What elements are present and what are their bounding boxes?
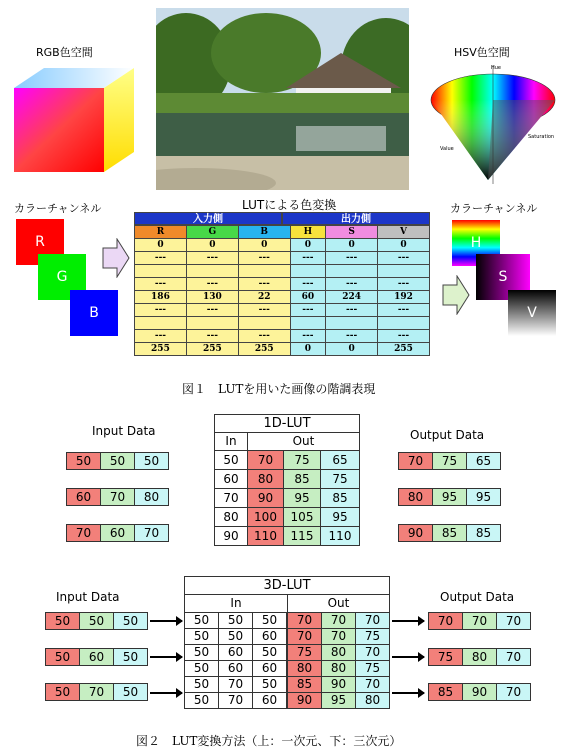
- input-side-header: 入力側: [134, 212, 282, 225]
- fig3-lut-cell: 70: [218, 676, 253, 693]
- fig3-input-cell: 50: [45, 612, 80, 630]
- col-header-g: G: [186, 226, 238, 239]
- col-header-v: V: [378, 226, 430, 239]
- lut-cell: ---: [378, 304, 430, 317]
- lut-cell: ---: [186, 252, 238, 265]
- fig3-lut-cell: 50: [252, 676, 287, 693]
- fig3-lut-cell: 80: [321, 644, 356, 661]
- lut-row: [135, 265, 430, 278]
- fig3-lut-cell: 70: [287, 628, 322, 645]
- fig2-output-cell: 70: [398, 452, 433, 470]
- fig3-output-arrow-icon: [392, 692, 424, 694]
- fig2-output-cell: 90: [398, 524, 433, 542]
- fig3-lut-cell: 50: [184, 676, 219, 693]
- input-arrow-icon: [102, 238, 130, 278]
- fig3-lut-cell: 80: [287, 660, 322, 677]
- fig2-input-cell: 70: [100, 488, 135, 506]
- lut-cell: ---: [378, 252, 430, 265]
- lut-cell: [326, 265, 378, 278]
- lut-cell: ---: [135, 330, 187, 343]
- fig2-lut-cell: 85: [283, 469, 321, 489]
- channel-h-square: H: [452, 220, 500, 266]
- lut-cell: ---: [135, 252, 187, 265]
- fig3-lut-cell: 80: [355, 692, 390, 709]
- lut-cell: 186: [135, 291, 187, 304]
- fig2-lut-cell: 95: [320, 507, 360, 527]
- lut-cell: ---: [186, 330, 238, 343]
- hue-axis-label: Hue: [491, 65, 502, 71]
- col-header-r: R: [135, 226, 187, 239]
- lut-cell: ---: [186, 278, 238, 291]
- lut-cell: ---: [186, 304, 238, 317]
- fig3-lut-title: 3D-LUT: [184, 576, 390, 595]
- fig2-input-cell: 50: [66, 452, 101, 470]
- lut-cell: ---: [378, 330, 430, 343]
- lut-cell: [135, 265, 187, 278]
- fig2-out-header: Out: [247, 432, 360, 451]
- fig3-input-cell: 70: [79, 683, 114, 701]
- lut-cell: 0: [378, 239, 430, 252]
- lut-cell: 255: [135, 343, 187, 356]
- lut-cell: [238, 265, 290, 278]
- landscape-photo: [156, 8, 409, 190]
- output-arrow-icon: [442, 275, 470, 315]
- fig3-output-cell: 70: [462, 612, 497, 630]
- lut-cell: 22: [238, 291, 290, 304]
- fig3-lut-cell: 75: [287, 644, 322, 661]
- fig3-lut-cell: 60: [252, 692, 287, 709]
- fig2-input-cell: 70: [134, 524, 169, 542]
- fig2-output-cell: 75: [432, 452, 467, 470]
- lut-cell: 255: [186, 343, 238, 356]
- channel-g-square: G: [38, 254, 86, 300]
- value-axis-label: Value: [440, 146, 454, 152]
- lut-cell: ---: [135, 278, 187, 291]
- fig3-lut-cell: 90: [321, 676, 356, 693]
- fig3-output-cell: 70: [496, 648, 531, 666]
- fig3-lut-cell: 50: [218, 628, 253, 645]
- lut-cell: ---: [326, 304, 378, 317]
- lut-cell: ---: [290, 304, 325, 317]
- lut-cell: 0: [135, 239, 187, 252]
- lut-cell: [238, 317, 290, 330]
- fig3-output-arrow-icon: [392, 620, 424, 622]
- fig2-lut-cell: 70: [214, 488, 248, 508]
- fig3-lut-cell: 75: [355, 628, 390, 645]
- hsv-space-label: HSV色空間: [454, 46, 510, 59]
- lut-row: [135, 278, 430, 291]
- fig3-input-arrow-icon: [150, 620, 182, 622]
- fig3-lut-cell: 70: [287, 612, 322, 629]
- lut-cell: [378, 265, 430, 278]
- fig3-lut-cell: 50: [252, 644, 287, 661]
- fig2-input-cell: 80: [134, 488, 169, 506]
- fig3-lut-cell: 70: [218, 692, 253, 709]
- fig3-lut-cell: 85: [287, 676, 322, 693]
- fig3-input-cell: 50: [113, 648, 148, 666]
- fig2-lut-cell: 85: [320, 488, 360, 508]
- lut-cell: [378, 317, 430, 330]
- fig3-output-cell: 75: [428, 648, 463, 666]
- fig2-output-cell: 80: [398, 488, 433, 506]
- lut-cell: 130: [186, 291, 238, 304]
- lut-row: [135, 317, 430, 330]
- lut-row: [135, 291, 430, 304]
- lut-cell: 0: [186, 239, 238, 252]
- lut-cell: 192: [378, 291, 430, 304]
- channel-r-square: R: [16, 219, 64, 265]
- fig3-input-cell: 50: [79, 612, 114, 630]
- lut-cell: ---: [290, 252, 325, 265]
- fig3-input-arrow-icon: [150, 692, 182, 694]
- fig2-lut-cell: 80: [247, 469, 284, 489]
- fig3-lut-cell: 50: [184, 628, 219, 645]
- rgb-space-label: RGB色空間: [36, 46, 93, 59]
- fig2-lut-cell: 105: [283, 507, 321, 527]
- fig3-lut-cell: 70: [355, 644, 390, 661]
- lut-cell: ---: [238, 278, 290, 291]
- lut-cell: 255: [238, 343, 290, 356]
- fig3-out-header: Out: [287, 594, 390, 613]
- lut-cell: [186, 317, 238, 330]
- fig3-input-cell: 60: [79, 648, 114, 666]
- lut-row: [135, 330, 430, 343]
- fig3-output-cell: 80: [462, 648, 497, 666]
- saturation-axis-label: Saturation: [528, 134, 555, 140]
- fig3-output-cell: 85: [428, 683, 463, 701]
- col-header-s: S: [326, 226, 378, 239]
- fig2-lut-title: 1D-LUT: [214, 414, 360, 433]
- lut-table-fig1: [134, 212, 430, 356]
- fig3-input-cell: 50: [113, 612, 148, 630]
- fig3-lut-cell: 70: [355, 612, 390, 629]
- lut-cell: 0: [326, 343, 378, 356]
- fig3-output-cell: 70: [428, 612, 463, 630]
- lut-cell: [290, 317, 325, 330]
- fig3-input-cell: 50: [45, 648, 80, 666]
- fig2-input-cell: 60: [100, 524, 135, 542]
- fig2-lut-cell: 95: [283, 488, 321, 508]
- fig2-lut-cell: 115: [283, 526, 321, 546]
- fig2-lut-cell: 75: [320, 469, 360, 489]
- lut-cell: [186, 265, 238, 278]
- fig3-lut-cell: 50: [184, 692, 219, 709]
- lut-cell: 0: [238, 239, 290, 252]
- fig2-in-header: In: [214, 432, 248, 451]
- lut-cell: ---: [378, 278, 430, 291]
- fig3-lut-cell: 60: [252, 660, 287, 677]
- fig2-output-label: Output Data: [410, 428, 485, 442]
- lut-cell: [135, 317, 187, 330]
- fig3-lut-cell: 50: [184, 612, 219, 629]
- fig3-in-header: In: [184, 594, 288, 613]
- fig3-input-arrow-icon: [150, 656, 182, 658]
- lut-cell: 0: [290, 343, 325, 356]
- fig2-lut-cell: 110: [247, 526, 284, 546]
- fig2-output-cell: 85: [466, 524, 501, 542]
- fig3-input-label: Input Data: [56, 590, 120, 604]
- fig2-lut-cell: 70: [247, 450, 284, 470]
- hsv-cone-image: [428, 60, 558, 188]
- left-channel-label: カラーチャンネル: [14, 202, 102, 215]
- col-header-b: B: [238, 226, 290, 239]
- lut-cell: 0: [326, 239, 378, 252]
- fig3-lut-cell: 50: [218, 612, 253, 629]
- channel-s-square: S: [476, 254, 530, 300]
- fig3-lut-cell: 60: [252, 628, 287, 645]
- fig3-input-cell: 50: [45, 683, 80, 701]
- lut-cell: ---: [238, 330, 290, 343]
- fig3-lut-cell: 90: [287, 692, 322, 709]
- lut-grid: [134, 225, 430, 356]
- fig3-lut-cell: 80: [321, 660, 356, 677]
- fig3-output-cell: 70: [496, 612, 531, 630]
- fig3-output-arrow-icon: [392, 656, 424, 658]
- fig2-lut-cell: 65: [320, 450, 360, 470]
- fig3-lut-cell: 70: [321, 628, 356, 645]
- fig3-lut-cell: 50: [184, 644, 219, 661]
- fig2-lut-cell: 75: [283, 450, 321, 470]
- lut-cell: 0: [290, 239, 325, 252]
- fig2-lut-cell: 90: [214, 526, 248, 546]
- fig2-input-cell: 50: [134, 452, 169, 470]
- fig3-lut-cell: 50: [184, 660, 219, 677]
- fig3-lut-cell: 75: [355, 660, 390, 677]
- rgb-cube-image: [14, 66, 136, 174]
- fig3-lut-cell: 60: [218, 660, 253, 677]
- fig3-output-label: Output Data: [440, 590, 515, 604]
- fig3-output-cell: 90: [462, 683, 497, 701]
- fig3-lut-cell: 70: [355, 676, 390, 693]
- lut-row: [135, 343, 430, 356]
- fig2-lut-cell: 80: [214, 507, 248, 527]
- fig2-lut-cell: 60: [214, 469, 248, 489]
- fig3-lut-cell: 60: [218, 644, 253, 661]
- fig2-lut-cell: 110: [320, 526, 360, 546]
- lut-row: [135, 304, 430, 317]
- lut-cell: [326, 317, 378, 330]
- lut-cell: ---: [135, 304, 187, 317]
- lut-cell: 255: [378, 343, 430, 356]
- fig3-input-cell: 50: [113, 683, 148, 701]
- lut-cell: ---: [326, 330, 378, 343]
- fig2-lut-cell: 90: [247, 488, 284, 508]
- fig3-lut-cell: 50: [252, 612, 287, 629]
- fig2-input-cell: 70: [66, 524, 101, 542]
- lut-title: LUTによる色変換: [242, 198, 337, 212]
- figure2-caption: 図２ LUT変換方法（上：一次元、下：三次元）: [136, 734, 402, 748]
- fig2-input-cell: 50: [100, 452, 135, 470]
- lut-row: [135, 252, 430, 265]
- fig3-lut-cell: 70: [321, 612, 356, 629]
- lut-cell: 224: [326, 291, 378, 304]
- fig2-output-cell: 85: [432, 524, 467, 542]
- fig2-output-cell: 95: [432, 488, 467, 506]
- fig2-lut-cell: 100: [247, 507, 284, 527]
- lut-cell: [290, 265, 325, 278]
- fig3-output-cell: 70: [496, 683, 531, 701]
- lut-cell: ---: [290, 278, 325, 291]
- channel-v-square: V: [508, 290, 556, 336]
- fig2-output-cell: 95: [466, 488, 501, 506]
- right-channel-label: カラーチャンネル: [450, 202, 538, 215]
- lut-cell: 60: [290, 291, 325, 304]
- fig2-input-cell: 60: [66, 488, 101, 506]
- fig2-lut-cell: 50: [214, 450, 248, 470]
- lut-cell: ---: [326, 252, 378, 265]
- fig2-input-label: Input Data: [92, 424, 156, 438]
- col-header-h: H: [290, 226, 325, 239]
- channel-b-square: B: [70, 290, 118, 336]
- fig2-output-cell: 65: [466, 452, 501, 470]
- lut-cell: ---: [238, 304, 290, 317]
- lut-cell: ---: [326, 278, 378, 291]
- lut-cell: ---: [290, 330, 325, 343]
- fig3-lut-cell: 95: [321, 692, 356, 709]
- lut-row: [135, 239, 430, 252]
- lut-cell: ---: [238, 252, 290, 265]
- output-side-header: 出力側: [282, 212, 430, 225]
- figure1-caption: 図１ LUTを用いた画像の階調表現: [182, 382, 376, 396]
